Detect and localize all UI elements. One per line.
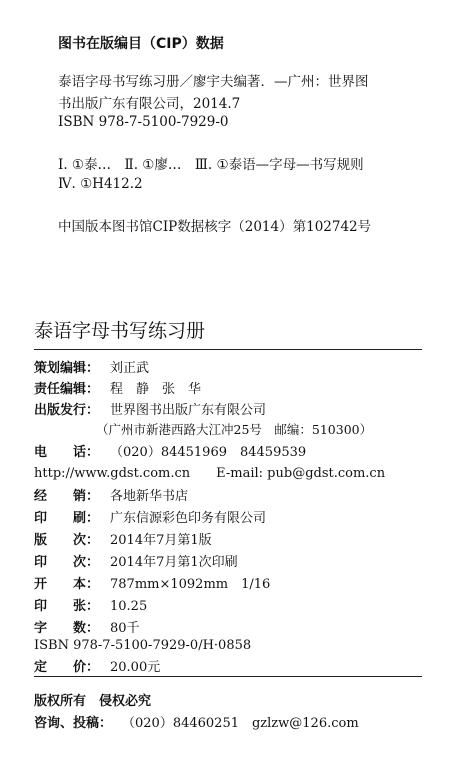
responsible-editor-label: 责任编辑： [34, 382, 100, 397]
printer-label: 印 刷： [34, 511, 100, 526]
price-label: 定 价： [34, 660, 100, 675]
publisher-address: （广州市新港西路大江冲25号 邮编：510300） [96, 422, 373, 437]
book-title: 泰语字母书写练习册 [34, 320, 206, 342]
impression-value: 2014年7月第1次印刷 [110, 555, 238, 570]
divider-top [34, 349, 422, 350]
full-isbn: ISBN 978-7-5100-7929-0/H·0858 [34, 638, 252, 653]
cip-classification-2: Ⅳ. ①H412.2 [58, 176, 143, 192]
sheets-label: 印 张： [34, 599, 100, 614]
responsible-editor-row [34, 378, 201, 397]
format-row [34, 573, 270, 592]
cip-heading: 图书在版编目（CIP）数据 [58, 36, 224, 52]
sheets-value: 10.25 [110, 599, 148, 614]
phone-label: 电 话： [34, 445, 100, 460]
publisher-row [34, 399, 266, 418]
price-value: 20.00元 [110, 660, 161, 675]
cip-line-2: 书出版广东有限公司，2014.7 [58, 96, 241, 112]
words-value: 80千 [110, 621, 140, 636]
publisher-label: 出版发行： [34, 403, 100, 418]
planning-editor-row [34, 357, 149, 376]
phone-row [34, 441, 306, 460]
cip-classification-1: Ⅰ. ①泰… Ⅱ. ①廖… Ⅲ. ①泰语—字母—书写规则 [58, 157, 364, 173]
printer-row [34, 507, 266, 526]
words-row [34, 617, 140, 636]
phone-value: （020）84451969 84459539 [110, 445, 307, 460]
impression-row [34, 551, 238, 570]
distributor-value: 各地新华书店 [110, 489, 189, 504]
distributor-row [34, 485, 188, 504]
responsible-editor-value: 程 静 张 华 [110, 382, 202, 397]
contact-value: （020）84460251 gzlzw@126.com [122, 716, 359, 731]
sheets-row [34, 595, 147, 614]
cip-isbn: ISBN 978-7-5100-7929-0 [58, 114, 229, 130]
contact-row [34, 712, 359, 731]
cip-line-1: 泰语字母书写练习册／廖宇夫编著．—广州：世界图 [58, 74, 369, 90]
publisher-value: 世界图书出版广东有限公司 [110, 403, 267, 418]
printer-value: 广东信源彩色印务有限公司 [110, 511, 267, 526]
format-label: 开 本： [34, 577, 100, 592]
words-label: 字 数： [34, 621, 100, 636]
contact-label: 咨询、投稿： [34, 716, 113, 731]
edition-label: 版 次： [34, 533, 100, 548]
cip-verification-number: 中国版本图书馆CIP数据核字（2014）第102742号 [58, 219, 372, 235]
planning-editor-label: 策划编辑： [34, 361, 100, 376]
impression-label: 印 次： [34, 555, 100, 570]
distributor-label: 经 销： [34, 489, 100, 504]
edition-row [34, 529, 212, 548]
price-row [34, 656, 160, 675]
divider-bottom [34, 676, 422, 677]
planning-editor-value: 刘正武 [110, 361, 150, 376]
copyright-notice: 版权所有 侵权必究 [34, 694, 152, 709]
web-email-line: http://www.gdst.com.cn E-mail: pub@gdst.com.cn [34, 466, 386, 481]
edition-value: 2014年7月第1版 [110, 533, 212, 548]
format-value: 787mm×1092mm 1/16 [110, 577, 271, 592]
